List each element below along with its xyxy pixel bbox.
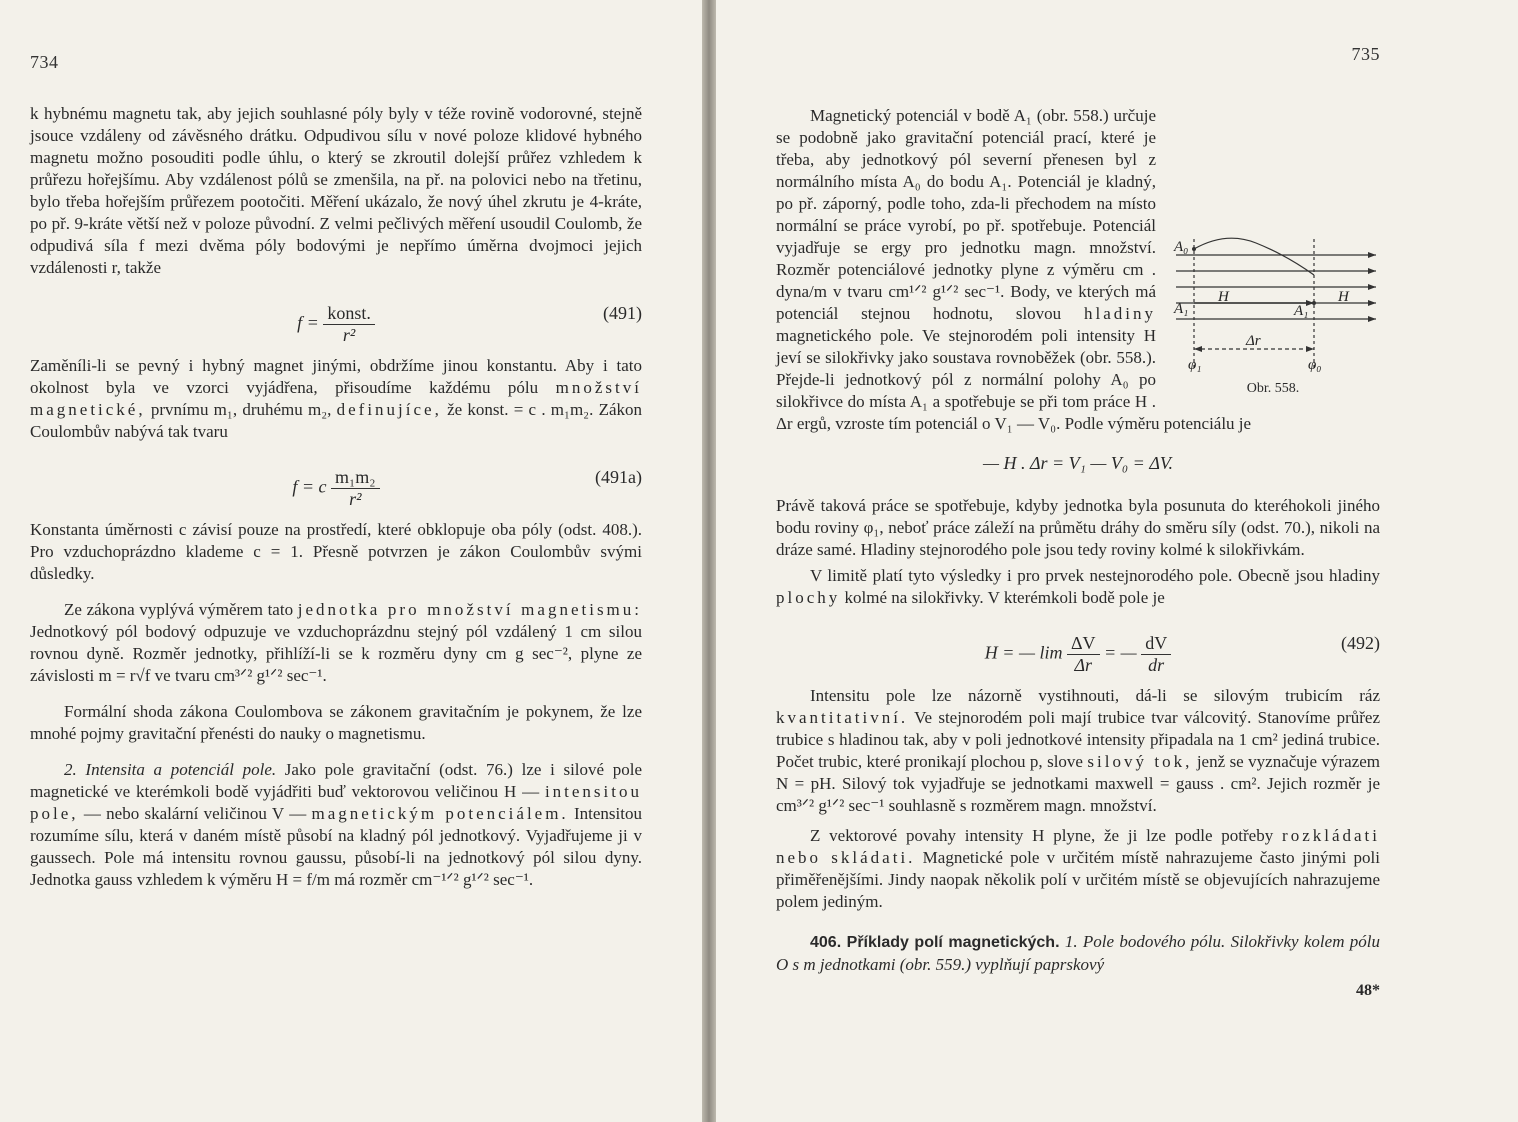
emphasized-text: množství magnetické, <box>30 378 642 419</box>
equation-491a <box>30 453 642 509</box>
denominator: r² <box>349 489 362 509</box>
text: prvnímu m₁, druhému m₂, <box>150 400 332 419</box>
field-lines-diagram <box>1166 209 1380 379</box>
numerator: dV <box>1141 633 1171 655</box>
text: Magnetické pole v určitém místě nahrazujeme často jinými poli přiměřenějšími. Jindy naopak několik polí v určitém místě se objevujících nahrazujeme polem jediným. <box>776 848 1381 911</box>
italic-heading: 2. Intensita a potenciál pole. <box>64 760 277 779</box>
emphasized-text: definujíce, <box>336 400 442 419</box>
paragraph: k hybnému magnetu tak, aby jejich souhlasné póly byly v téže rovině vodorovné, stejně jsouce vzdáleny od závěsného drátku. Odpudivou sílu v nové poloze klidové hybného magnetu možno posouditi podle úhlu, o který se zkroutil dolejší průřez vzhledem k průřezu hořejšímu. Aby vzdálenost pólů se zmenšila, na př. na polovici nebo na třetinu, bylo třeba hořejším průřezem pootočiti. Měření ukázalo, že nový úhel zkrutu je 4-kráte, po př. 9-kráte větší než v poloze původní. Z velmi pečlivých měření usoudil Coulomb, že odpudivá síla f mezi dvěma póly bodovými je nepřímo úměrna dvojmoci jejich vzdálenosti r, takže <box>30 104 642 277</box>
signature-mark: 48* <box>1356 982 1380 999</box>
label-a1: A₁ <box>1174 301 1189 317</box>
denominator: Δr <box>1074 655 1093 675</box>
paragraph <box>776 685 1380 817</box>
numerator: m₁m₂ <box>331 467 380 489</box>
emphasized-text: plochy <box>776 588 841 607</box>
paragraph: Formální shoda zákona Coulombova se zákonem gravitačním je pokynem, že lze mnohé pojmy gravitační přenésti do nauky o magnetismu. <box>30 702 642 743</box>
text: Magnetický potenciál v bodě A₁ (obr. 558.) určuje se podobně jako gravitační potenciál prací, které je třeba, aby jednotkový pól severní přenesen byl z normálního místa A₀ do bodu A₁. Potenciál je kladný, po př. záporný, podle toho, zda-li přechodem na místo normální se práce vyrobí, po př. spotřebuje. Potenciál vyjadřuje se ergy pro jednotku magn. množství. Rozměr potenciálové jednotky plyne z výměru cm . dyna/m v tvaru cm¹ᐟ² g¹ᐟ² sec⁻¹. Body, ve kterých má potenciál stejnou hodnotu, slovou <box>776 106 1156 323</box>
paragraph <box>30 355 642 443</box>
emphasized-text: silový tok, <box>1087 752 1193 771</box>
equation-491 <box>30 289 642 345</box>
equation-tag: (492) <box>1341 633 1380 653</box>
numerator: konst. <box>323 303 375 325</box>
equation-492 <box>776 619 1380 675</box>
equation-potential <box>776 445 1380 485</box>
text: — nebo skalární veličinou V — <box>83 804 307 823</box>
text: Ze zákona vyplývá výměrem tato <box>64 600 294 619</box>
paragraph <box>776 825 1380 913</box>
text: jenž se vyznačuje výrazem N = pH. Silový tok vyjadřuje se jednotkami maxwell = gauss . cm². Jejich rozměr je cm³ᐟ² g¹ᐟ² sec⁻¹ souhlasně s rozměrem magn. množství. <box>776 752 1381 815</box>
denominator: r² <box>342 325 356 345</box>
section-406 <box>776 931 1380 976</box>
label-h: H <box>1338 289 1349 305</box>
text: kolmé na silokřivky. V kterémkoli bodě pole je <box>844 588 1165 607</box>
text: Ve stejnorodém poli mají trubice tvar válcovitý. Stanovíme průřez trubice s hladinou tak, aby v poli jednotkové intensity připadala na 1 cm² jediná trubice. Počet trubic, které pronikají plochou p, slove <box>776 708 1381 771</box>
figure-558 <box>1166 209 1380 397</box>
section-text: 1. Pole bodového pólu. Silokřivky kolem pólu O s m jednotkami (obr. 559.) vyplňují paprskový <box>776 932 1381 974</box>
emphasized-text: rozkládati nebo skládati. <box>776 826 1380 867</box>
label-a1: A₁ <box>1294 303 1309 319</box>
figure-caption: Obr. 558. <box>1246 381 1300 396</box>
label-h: H <box>1218 289 1229 305</box>
paragraph <box>30 759 642 891</box>
equation-body: — H . Δr = V₁ — V₀ = ΔV. <box>982 453 1174 473</box>
text: Intensitou rozumíme sílu, která v daném místě působí na kladný pól jednotkový. Vyjadřujeme ji v gaussech. Pole má intensitu rovnou gaussu, působí-li na jednotkový pól silou dyny. Jednotka gauss vzhledem k výměru H = f/m má rozměr cm⁻¹ᐟ² g¹ᐟ² sec⁻¹. <box>30 804 642 889</box>
text: Jako pole gravitační (odst. 76.) lze i silové pole magnetické ve kterémkoli bodě vyjádřiti buď vektorovou veličinou H — <box>30 760 642 801</box>
paragraph <box>776 565 1380 609</box>
equation-lhs: H = — lim <box>984 642 1063 663</box>
fraction <box>1067 633 1100 676</box>
label-phi1: φ₁ <box>1188 357 1202 373</box>
label-phi0: φ₀ <box>1308 357 1322 373</box>
paragraph: Konstanta úměrnosti c závisí pouze na prostředí, které obklopuje oba póly (odst. 408.). Pro vzduchoprázdno klademe c = 1. Přesně potvrzen je zákon Coulombův svými důsledky. <box>30 520 642 583</box>
equation-lhs: f = c <box>292 476 327 497</box>
numerator: ΔV <box>1067 633 1100 655</box>
text: Intensitu pole lze názorně vystihnouti, dá-li se silovým trubicím ráz <box>810 686 1380 705</box>
fraction <box>323 303 375 346</box>
fraction <box>1141 633 1171 676</box>
paragraph: Právě taková práce se spotřebuje, kdyby jednotka byla posunuta do kteréhokoli jiného bodu roviny φ₁, neboť práce záleží na průmětu dráhy do směru síly (odst. 70.), nikoli na dráze samé. Hladiny stejnorodého pole jsou tedy roviny kolmé k silokřivkám. <box>776 496 1380 559</box>
emphasized-text: kvantitativní. <box>776 708 909 727</box>
right-page <box>716 0 1518 1122</box>
text: Jednotkový pól bodový odpuzuje ve vzduchoprázdnu stejný pól vzdálený 1 cm silou rovnou dyně. Rozměr jednotky, přihlíží-li se k rozměru dyny cm g sec⁻², plyne ze závislosti m = r√f ve tvaru cm³ᐟ² g¹ᐟ² sec⁻¹. <box>30 622 642 685</box>
page-number-left: 734 <box>30 52 59 72</box>
label-delta-r: Δr <box>1246 333 1261 349</box>
emphasized-text: magnetickým potenciálem. <box>311 804 569 823</box>
text: V limitě platí tyto výsledky i pro prvek nestejnorodého pole. Obecně jsou hladiny <box>810 566 1380 585</box>
emphasized-text: jednotka pro množství magnetismu: <box>297 600 643 619</box>
fraction <box>331 467 380 510</box>
text: Z vektorové povahy intensity H plyne, že ji lze podle potřeby <box>810 826 1274 845</box>
equation-tag: (491a) <box>595 467 642 487</box>
left-page <box>0 0 702 1122</box>
denominator: dr <box>1148 655 1165 675</box>
text: magnetického pole. Ve stejnorodém poli intensity H jeví se silokřivky jako soustava rovnoběžek (obr. 558.). Přejde-li jednotkový pól z normální polohy A₀ po silokřivce do místa A₁ a spotřebuje se při tom práce H . Δr ergů, vzroste tím potenciál o V₁ — V₀. Podle výměru potenciálu je <box>776 326 1252 433</box>
page-number-right: 735 <box>1351 44 1380 64</box>
book-gutter <box>702 0 716 1122</box>
label-a0: A₀ <box>1174 239 1189 255</box>
equation-lhs: f = <box>297 312 319 333</box>
equation-tag: (491) <box>603 303 642 323</box>
text: Zaměníli-li se pevný i hybný magnet jinými, obdržíme jinou konstantu. Aby i tato okolnost byla ve vzorci vyjádřena, přisoudíme každému pólu <box>30 356 642 397</box>
equation-middle: = — <box>1104 642 1137 663</box>
emphasized-text: hladiny <box>1084 304 1157 323</box>
section-heading: 406. Příklady polí magnetických. <box>810 934 1060 951</box>
paragraph <box>30 599 642 687</box>
emphasized-text: intensitou pole, <box>30 782 642 823</box>
text: že konst. = c . m₁m₂. Zákon Coulombův nabývá tak tvaru <box>30 400 643 441</box>
